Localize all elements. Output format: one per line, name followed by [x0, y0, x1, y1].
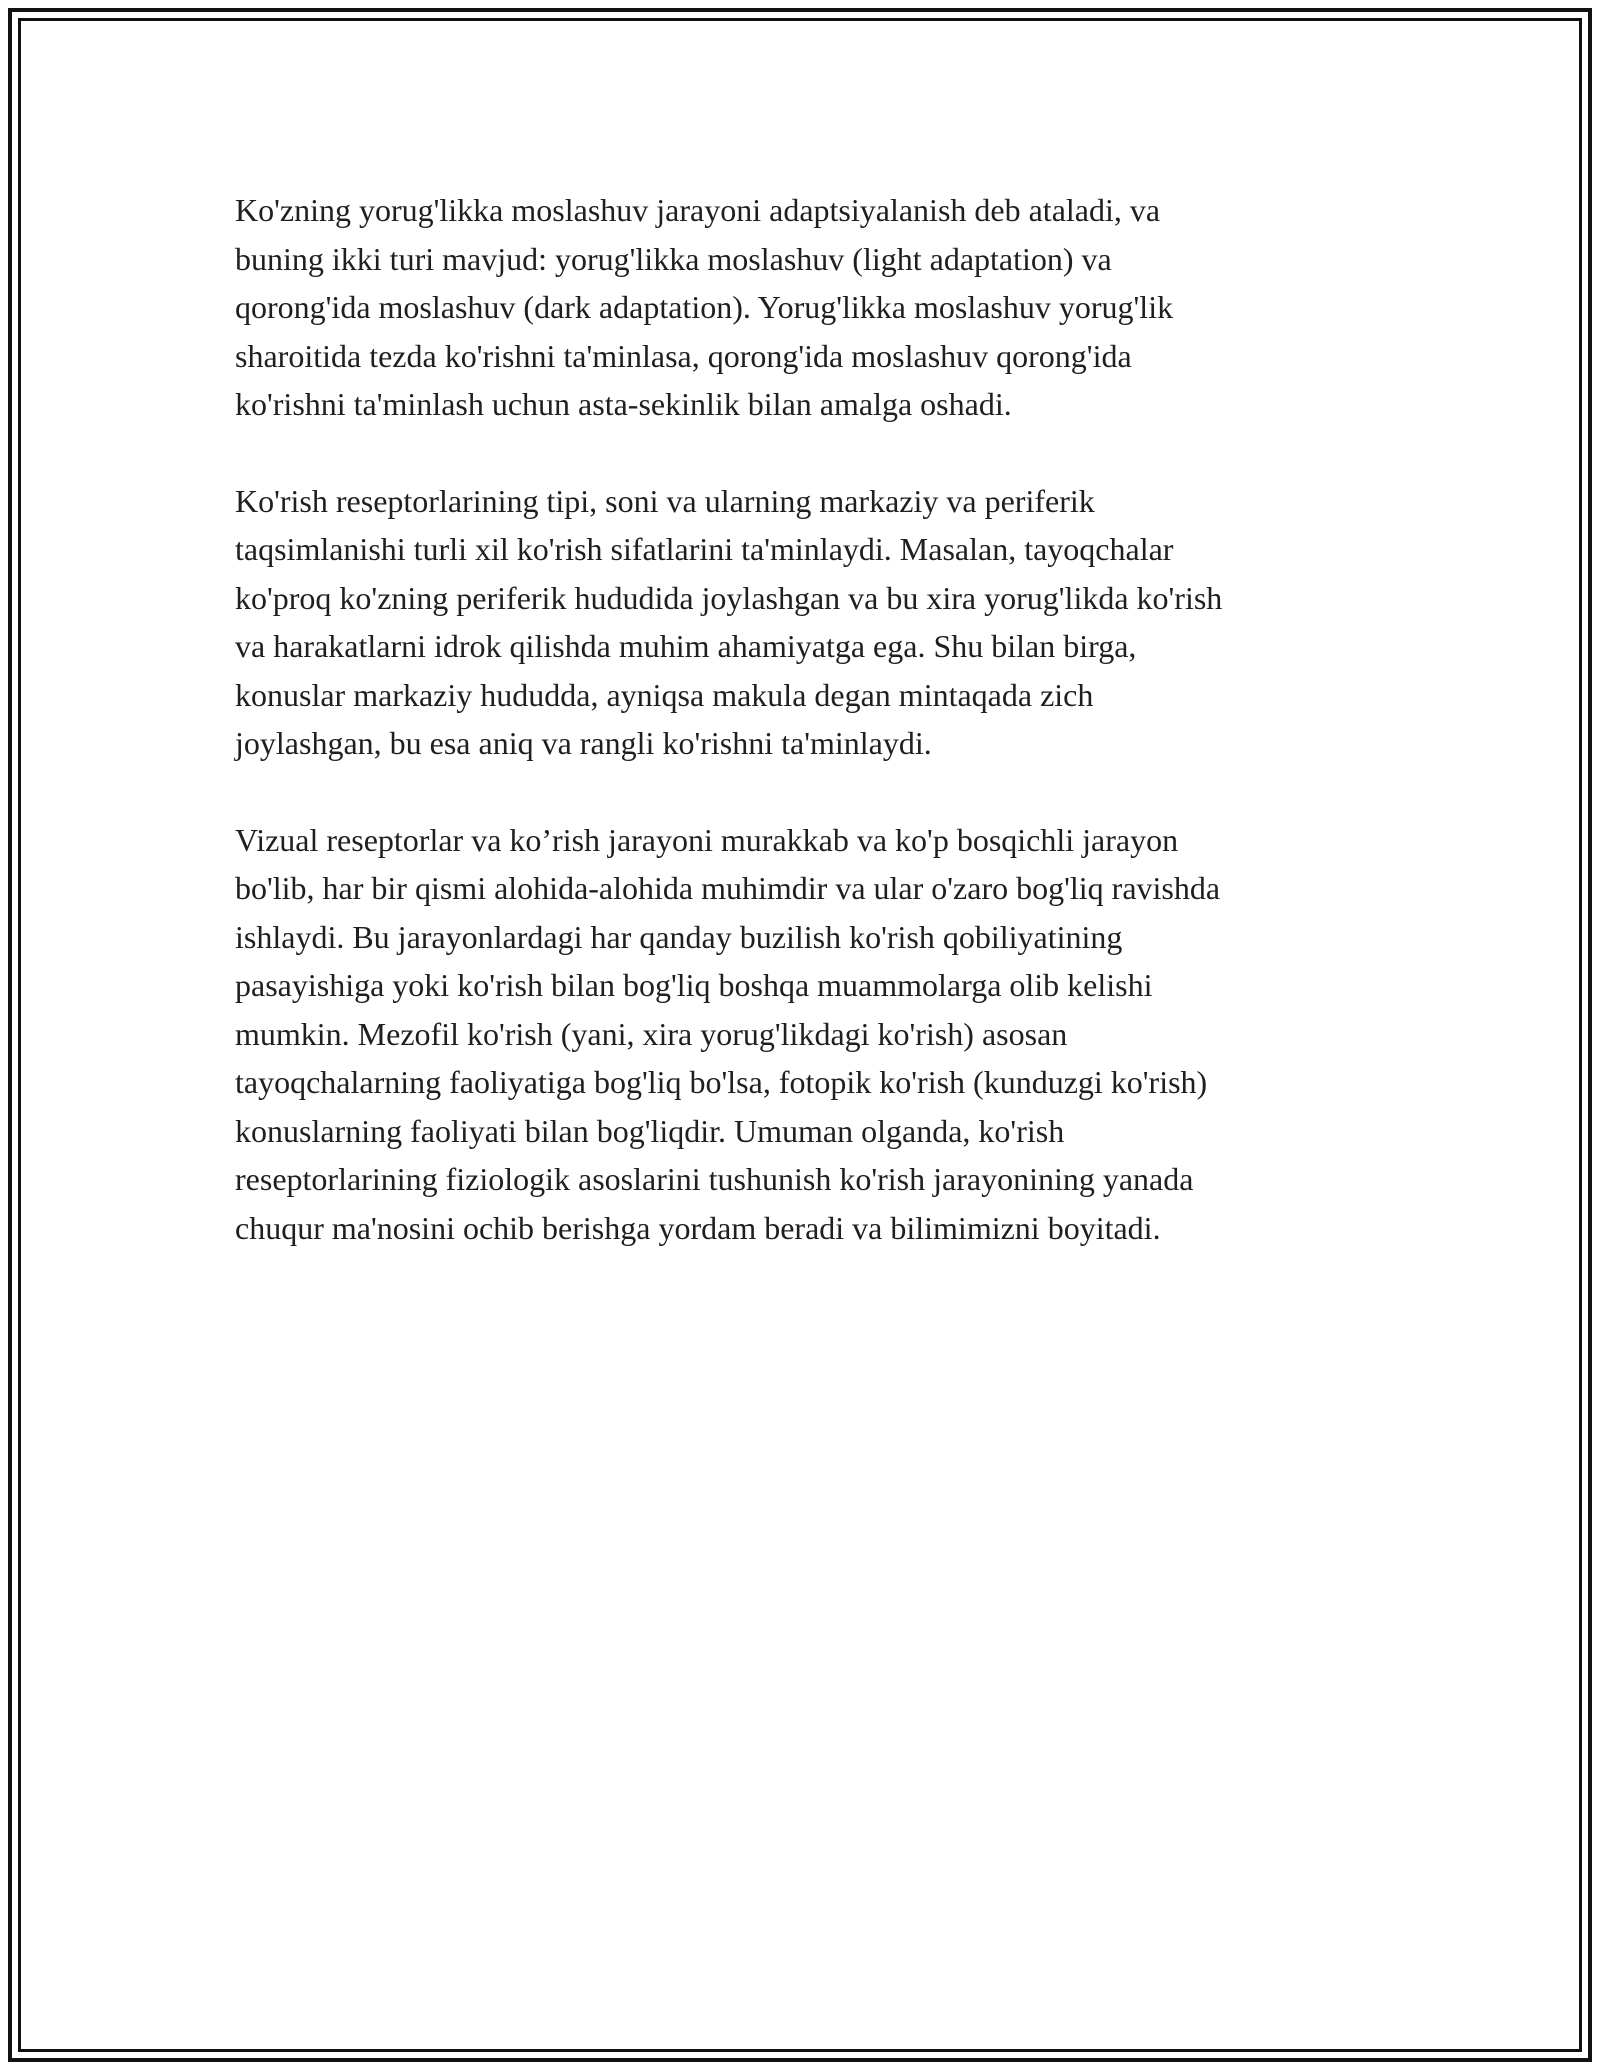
text-line: konuslarning faoliyati bilan bog'liqdir. Umuman olganda, ko'rish [235, 1112, 1065, 1149]
text-line: va harakatlarni idrok qilishda muhim ahamiyatga ega. Shu bilan birga, [235, 628, 1137, 664]
text-line: joylashgan, bu esa aniq va rangli ko'rishni ta'minlaydi. [235, 725, 932, 761]
text-line: Ko'rish reseptorlarining tipi, soni va ularning markaziy va periferik [235, 482, 1095, 519]
text-line: taqsimlanishi turli xil ko'rish sifatlarini ta'minlaydi. Masalan, tayoqchalar [235, 531, 1174, 567]
text-line: buning ikki turi mavjud: yorug'likka moslashuv (light adaptation) va [235, 240, 1112, 277]
text-line: mumkin. Mezofil ko'rish (yani, xira yorug'likdagi ko'rish) asosan [235, 1015, 1068, 1052]
text-line: sharoitida tezda ko'rishni ta'minlasa, qorong'ida moslashuv qorong'ida [235, 337, 1132, 374]
text-line: Vizual reseptorlar va ko’rish jarayoni murakkab va ko'p bosqichli jarayon [235, 821, 1179, 858]
text-line: pasayishiga yoki ko'rish bilan bog'liq boshqa muammolarga olib kelishi [235, 967, 1153, 1003]
text-line: reseptorlarining fiziologik asoslarini tushunish ko'rish jarayonining yanada [235, 1161, 1194, 1197]
text-line: ishlaydi. Bu jarayonlardagi har qanday buzilish ko'rish qobiliyatining [235, 918, 1123, 955]
text-line: tayoqchalarning faoliyatiga bog'liq bo'lsa, fotopik ko'rish (kunduzgi ko'rish) [235, 1064, 1208, 1100]
paragraph-2 [235, 477, 1385, 768]
paragraph-1 [235, 186, 1385, 429]
text-line: Ko'zning yorug'likka moslashuv jarayoni adaptsiyalanish deb ataladi, va [235, 192, 1161, 228]
text-line: qorong'ida moslashuv (dark adaptation). Yorug'likka moslashuv yorug'lik [235, 289, 1174, 325]
document-body [235, 186, 1385, 1300]
paragraph-3 [235, 816, 1385, 1253]
text-line: ko'rishni ta'minlash uchun asta-sekinlik bilan amalga oshadi. [235, 386, 1012, 422]
text-line: bo'lib, har bir qismi alohida-alohida muhimdir va ular o'zaro bog'liq ravishda [235, 870, 1221, 906]
text-line: chuqur ma'nosini ochib berishga yordam beradi va bilimimizni boyitadi. [235, 1209, 1161, 1246]
text-line: ko'proq ko'zning periferik hududida joylashgan va bu xira yorug'likda ko'rish [235, 579, 1223, 616]
text-line: konuslar markaziy hududda, ayniqsa makula degan mintaqada zich [235, 676, 1094, 713]
